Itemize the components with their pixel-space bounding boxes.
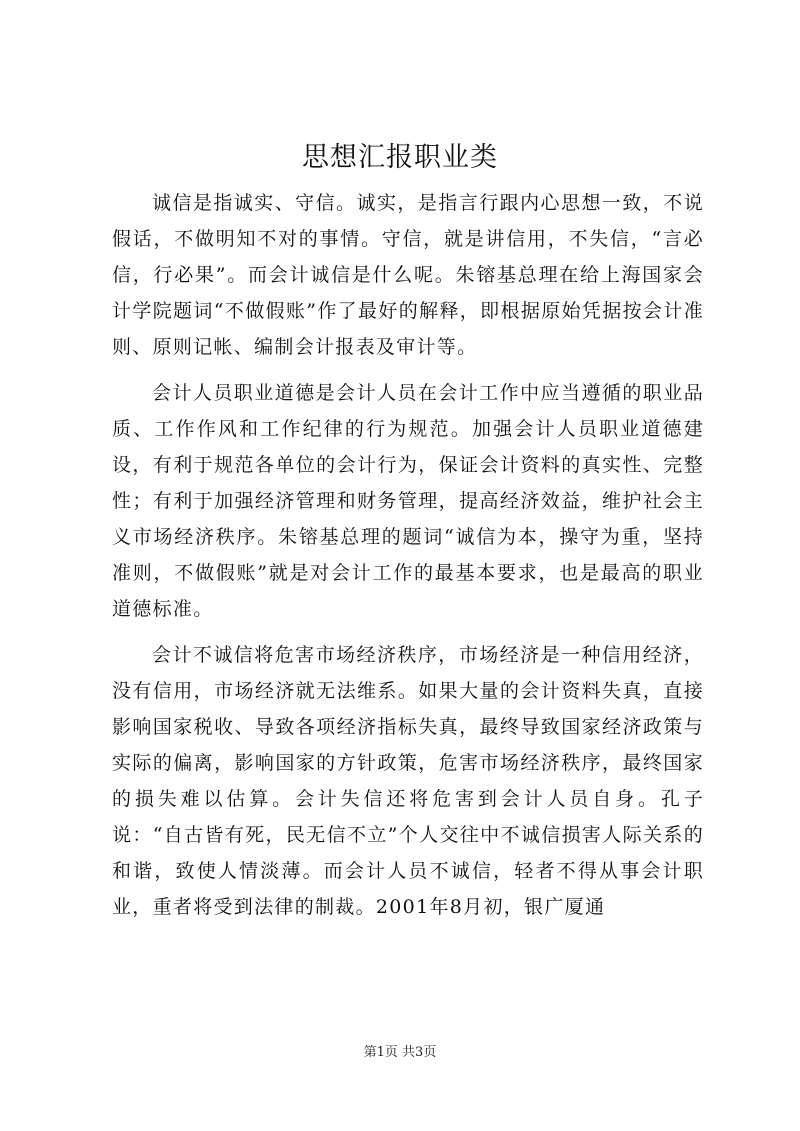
paragraph-2: 会计人员职业道德是会计人员在会计工作中应当遵循的职业品质、工作作风和工作纪律的行为规范。加强会计人员职业道德建设，有利于规范各单位的会计行为，保证会计资料的真实性、完整性；有利于加强经济管理和财务管理，提高经济效益，维护社会主义市场经济秩序。朱镕基总理的题词“诚信为本，操守为重，坚持准则，不做假账”就是对会计工作的最基本要求，也是最高的职业道德标准。 [112,382,704,620]
document-title: 思想汇报职业类 [302,142,498,173]
paragraph-3: 会计不诚信将危害市场经济秩序，市场经济是一种信用经济，没有信用，市场经济就无法维系。如果大量的会计资料失真，直接影响国家税收、导致各项经济指标失真，最终导致国家经济政策与实际的偏离，影响国家的方针政策，危害市场经济秩序，最终国家的损失难以估算。会计失信还将危害到会计人员自身。孔子说：“自古皆有死，民无信不立”个人交往中不诚信损害人际关系的和谐，致使人情淡薄。而会计人员不诚信，轻者不得从事会计职业，重者将受到法律的制裁。2001年8月初，银广厦通 [112,644,704,918]
page-number-footer: 第1页 共3页 [363,1045,437,1060]
document-body [112,185,704,925]
paragraph-1: 诚信是指诚实、守信。诚实，是指言行跟内心思想一致，不说假话，不做明知不对的事情。守信，就是讲信用，不失信，“言必信，行必果”。而会计诚信是什么呢。朱镕基总理在给上海国家会计学院题词“不做假账”作了最好的解释，即根据原始凭据按会计准则、原则记帐、编制会计报表及审计等。 [112,192,704,358]
